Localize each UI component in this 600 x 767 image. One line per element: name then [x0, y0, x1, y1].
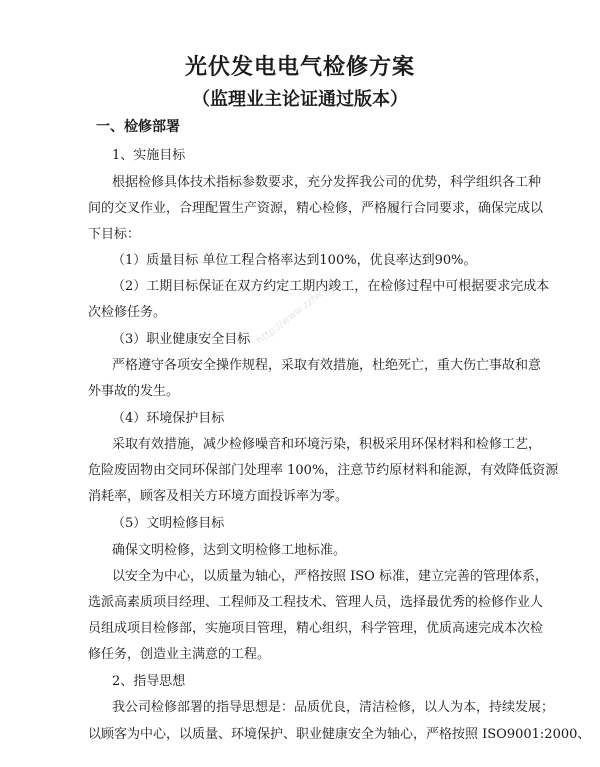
safety-goal-heading: （3）职业健康安全目标: [112, 332, 251, 347]
watermark: http://www.zzfw.com: [255, 274, 343, 347]
document-title: 光伏发电电气检修方案: [184, 54, 415, 80]
document-subtitle: （监理业主论证通过版本）: [192, 89, 408, 110]
paragraph-line: 以顾客为中心，以质量、环境保护、职业健康安全为轴心，严格按照 ISO9001:2000、: [88, 727, 591, 742]
paragraph-line: 修任务，创造业主满意的工程。: [88, 647, 271, 662]
paragraph-line: 选派高素质项目经理、工程师及工程技术、管理人员，选择最优秀的检修作业人: [88, 595, 544, 610]
section-heading-deployment: 一、检修部署: [96, 119, 180, 135]
paragraph-line: （2）工期目标保证在双方约定工期内竣工，在检修过程中可根据要求完成本: [112, 279, 550, 294]
paragraph-line: 我公司检修部署的指导思想是：品质优良，清洁检修，以人为本，持续发展；: [112, 700, 555, 715]
paragraph-line: 员组成项目检修部，实施项目管理，精心组织，科学管理，优质高速完成本次检: [88, 621, 544, 636]
paragraph-line: 确保文明检修，达到文明检修工地标准。: [112, 543, 347, 558]
paragraph-line: 间的交叉作业，合理配置生产资源，精心检修，严格履行合同要求，确保完成以: [88, 201, 544, 216]
paragraph-line: 以安全为中心，以质量为轴心，严格按照 ISO 标准，建立完善的管理体系，: [112, 569, 548, 584]
paragraph-line: 下目标：: [88, 227, 141, 242]
paragraph-line: 严格遵守各项安全操作规程，采取有效措施，杜绝死亡，重大伤亡事故和意: [112, 358, 542, 373]
paragraph-line: 根据检修具体技术指标参数要求，充分发挥我公司的优势，科学组织各工种: [112, 175, 542, 190]
subsection-heading-guidance: 2、指导思想: [112, 674, 186, 689]
paragraph-line: 采取有效措施，减少检修噪音和环境污染，积极采用环保材料和检修工艺，: [112, 437, 542, 452]
environment-goal-heading: （4）环境保护目标: [112, 411, 225, 426]
paragraph-line: 外事故的发生。: [88, 384, 180, 399]
paragraph-line: 危险废固物由交同环保部门处理率 100%，注意节约原材料和能源，有效降低资源: [88, 463, 559, 478]
quality-goal: （1）质量目标 单位工程合格率达到100%，优良率达到90%。: [112, 253, 477, 268]
paragraph-line: 次检修任务。: [88, 305, 167, 320]
civilized-goal-heading: （5）文明检修目标: [112, 516, 225, 531]
subsection-heading-goals: 1、实施目标: [112, 148, 186, 163]
paragraph-line: 消耗率，顾客及相关方环境方面投诉率为零。: [88, 489, 349, 504]
